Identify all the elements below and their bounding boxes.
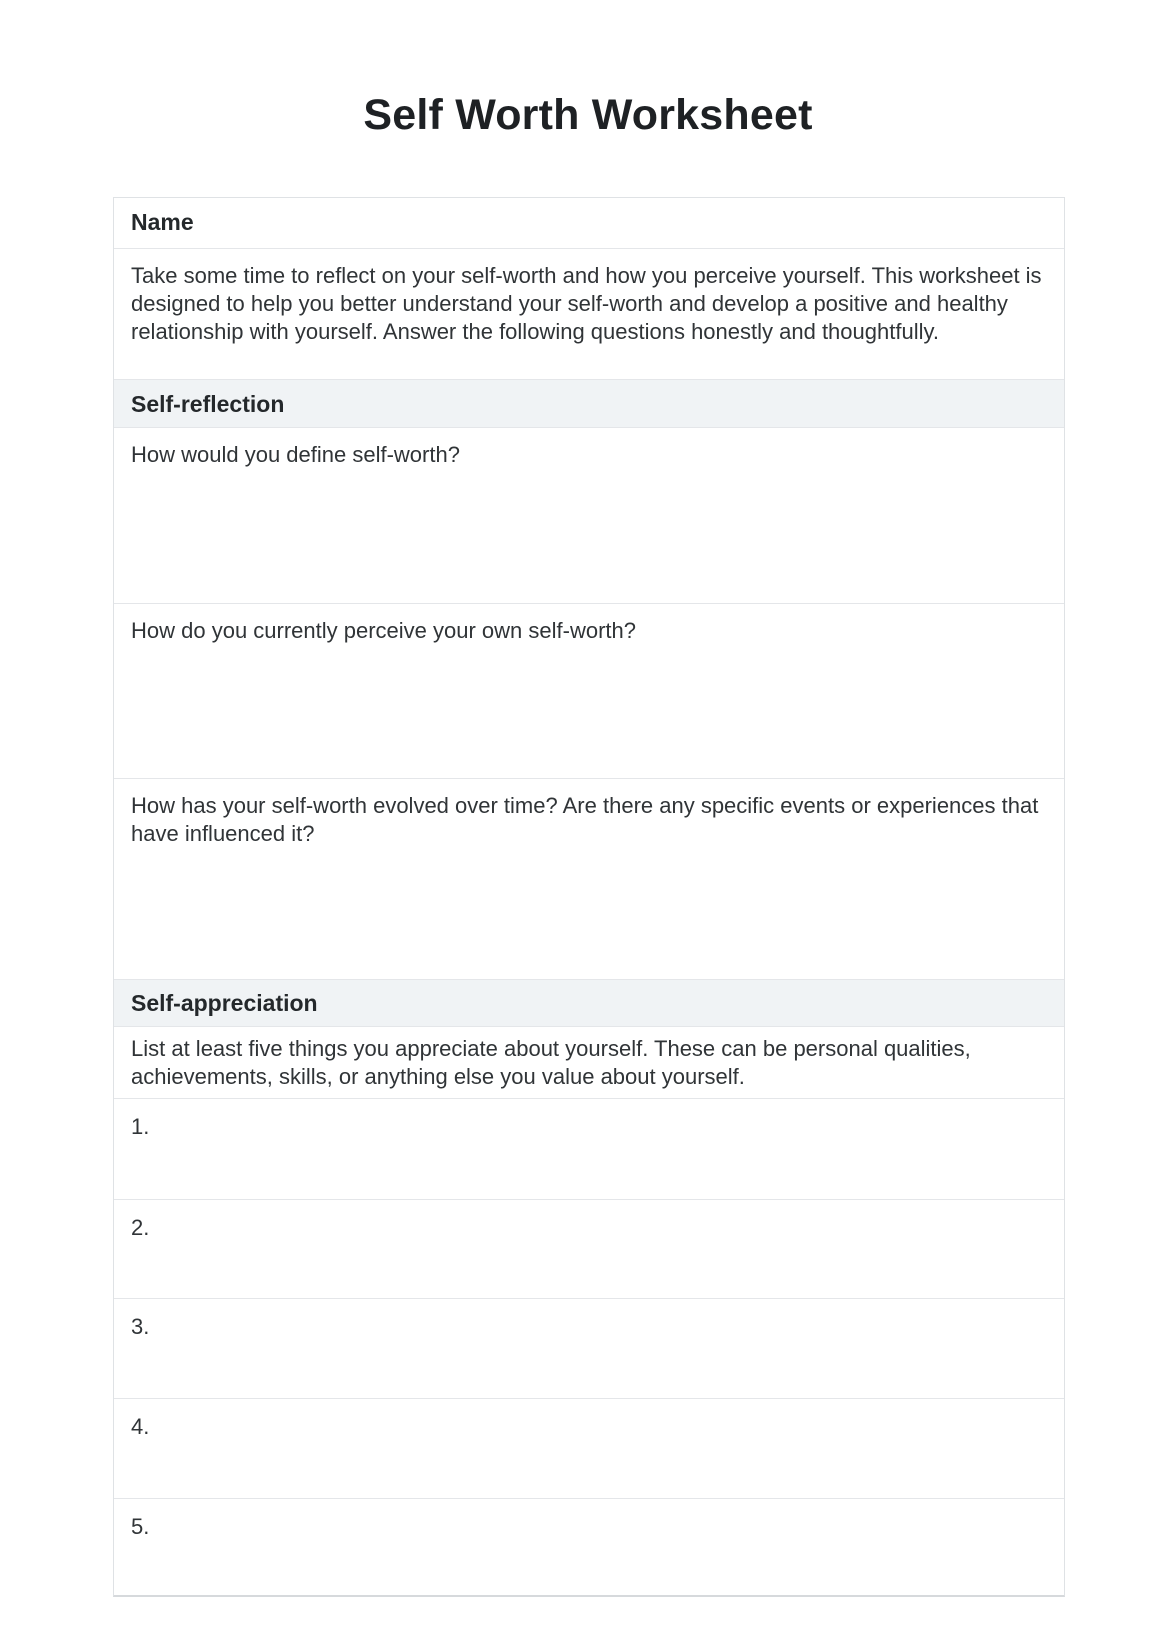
list-item-number: 2.: [131, 1215, 150, 1240]
section-heading: Self-appreciation: [131, 990, 318, 1016]
question-row: [114, 778, 1064, 979]
name-field-label: Name: [131, 209, 194, 235]
instruction-text: List at least five things you appreciate about yourself. These can be personal qualities, achievements, skills, or anything else you value about yourself.: [131, 1036, 971, 1089]
section-heading: Self-reflection: [131, 391, 285, 417]
intro-row: [114, 248, 1064, 379]
section-header-self-appreciation: [114, 979, 1064, 1026]
question-text: How do you currently perceive your own self-worth?: [131, 618, 637, 643]
list-item-number: 5.: [131, 1514, 150, 1539]
list-item-row: [114, 1199, 1064, 1298]
name-field-row: [114, 198, 1064, 248]
instruction-row: [114, 1026, 1064, 1098]
list-item-row: [114, 1098, 1064, 1199]
page-title: Self Worth Worksheet: [363, 91, 813, 139]
question-row: [114, 427, 1064, 603]
question-row: [114, 603, 1064, 778]
question-text: How would you define self-worth?: [131, 442, 460, 467]
list-item-number: 3.: [131, 1314, 150, 1339]
list-item-number: 4.: [131, 1414, 150, 1439]
section-header-self-reflection: [114, 379, 1064, 427]
list-item-row: [114, 1398, 1064, 1498]
list-item-number: 1.: [131, 1114, 150, 1139]
question-text: How has your self-worth evolved over time? Are there any specific events or experiences that have influenced it?: [131, 793, 1039, 846]
worksheet-table: [113, 197, 1065, 1597]
list-item-row: [114, 1498, 1064, 1595]
list-item-row: [114, 1298, 1064, 1398]
intro-text: Take some time to reflect on your self-worth and how you perceive yourself. This worksheet is designed to help you better understand your self-worth and develop a positive and healthy relationship with yourself. Answer the following questions honestly and thoughtfully.: [131, 263, 1042, 344]
